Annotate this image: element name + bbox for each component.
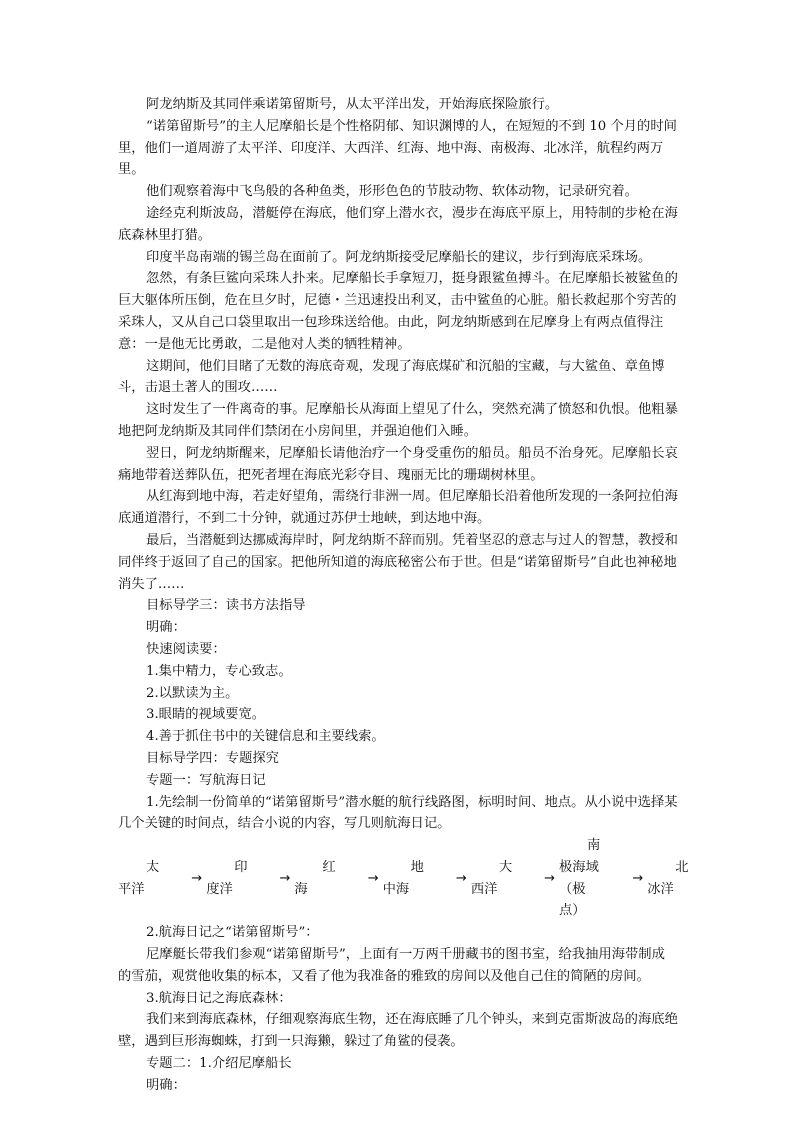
list-item: 4.善于抓住书中的关键信息和主要线索。 <box>146 729 385 745</box>
paragraph: 我们来到海底森林，仔细观察海底生物，还在海底睡了几个钟头，来到克雷斯波岛的海底绝壁，遇到巨形海蜘蛛，打到一只海獭，躲过了角鲨的侵袭。 <box>118 1012 678 1050</box>
arrow-right-icon: → <box>191 870 203 886</box>
route-stop: 南极海域（极点） <box>559 838 601 919</box>
arrow-right-icon: → <box>632 870 644 886</box>
route-stop: 地中海 <box>382 859 424 897</box>
arrow-right-icon: → <box>279 870 291 886</box>
paragraph: 印度半岛南端的锡兰岛在面前了。阿龙纳斯接受尼摩船长的建议，步行到海底采珠场。 <box>146 249 652 265</box>
list-item: 2.以默读为主。 <box>146 685 239 701</box>
arrow-right-icon: → <box>367 870 379 886</box>
paragraph: 尼摩艇长带我们参观“诺第留斯号”，上面有一万两千册藏书的图书室，给我抽用海带制成的雪茄，观赏他收集的标本，又看了他为我准备的雅致的房间以及他自己住的简陋的房间。 <box>118 947 665 984</box>
section-heading: 专题二：1.介绍尼摩船长 <box>146 1056 292 1072</box>
paragraph: 2.航海日记之“诺第留斯号”： <box>146 925 319 941</box>
paragraph: 最后，当潜艇到达挪威海岸时，阿龙纳斯不辞而别。凭着坚忍的意志与过人的智慧，教授和同伴终于返回了自己的国家。把他所知道的海底秘密公布于世。但是“诺第留斯号”自此也神秘地消失了…… <box>118 532 678 592</box>
paragraph: 从红海到地中海，若走好望角，需绕行非洲一周。但尼摩船长沿着他所发现的一条阿拉伯海底通道潜行，不到二十分钟，就通过苏伊士地峡，到达地中海。 <box>118 489 678 527</box>
list-item: 3.眼睛的视域要宽。 <box>146 707 266 723</box>
section-heading: 目标导学四：专题探究 <box>146 750 279 766</box>
paragraph: 他们观察着海中飞鸟般的各种鱼类，形形色色的节肢动物、软体动物，记录研究着。 <box>146 184 638 200</box>
paragraph: 快速阅读要： <box>146 641 226 657</box>
paragraph: 这时发生了一件离奇的事。尼摩船长从海面上望见了什么，突然充满了愤怒和仇恨。他粗暴地把阿龙纳斯及其同伴们禁闭在小房间里，并强迫他们入睡。 <box>118 402 678 439</box>
route-stop: 大西洋 <box>470 859 513 897</box>
paragraph: 明确： <box>146 1077 186 1093</box>
paragraph: 明确： <box>146 620 186 636</box>
arrow-right-icon: → <box>455 870 467 886</box>
section-heading: 目标导学三：读书方法指导 <box>146 598 306 614</box>
route-stop: 印度洋 <box>206 859 248 897</box>
paragraph: 这期间，他们目睹了无数的海底奇观，发现了海底煤矿和沉船的宝藏，与大鲨鱼、章鱼博斗，击退土著人的围攻…… <box>118 358 665 396</box>
paragraph: 翌日，阿龙纳斯醒来，尼摩船长请他治疗一个身受重伤的船员。船员不治身死。尼摩船长哀痛地带着送葬队伍，把死者埋在海底光彩夺目、瑰丽无比的珊瑚树林里。 <box>118 445 678 483</box>
paragraph: 专题一：写航海日记 <box>146 772 266 788</box>
document-page <box>118 94 689 1097</box>
paragraph: 阿龙纳斯及其同伴乘诺第留斯号，从太平洋出发，开始海底探险旅行。 <box>146 97 559 112</box>
paragraph: “诺第留斯号”的主人尼摩船长是个性格阴郁、知识渊博的人，在短短的不到 10 个月的时间里，他们一道周游了太平洋、印度洋、大西洋、红海、地中海、南极海、北冰洋，航程约两万里。 <box>118 118 677 178</box>
voyage-route <box>118 835 689 922</box>
route-stop: 太平洋 <box>118 859 160 897</box>
paragraph: 3.航海日记之海底森林： <box>146 990 292 1006</box>
paragraph: 途经克利斯波岛，潜艇停在海底，他们穿上潜水衣，漫步在海底平原上，用特制的步枪在海底森林里打猎。 <box>118 205 678 243</box>
route-stop: 北冰洋 <box>647 859 689 897</box>
paragraph: 1.先绘制一份简单的“诺第留斯号”潜水艇的航行线路图，标明时间、地点。从小说中选择某几个关键的时间点，结合小说的内容，写几则航海日记。 <box>118 794 678 832</box>
arrow-right-icon: → <box>544 870 556 886</box>
list-item: 1.集中精力，专心致志。 <box>146 663 292 679</box>
route-stop: 红海 <box>294 859 336 897</box>
paragraph: 忽然，有条巨鲨向采珠人扑来。尼摩船长手拿短刀，挺身跟鲨鱼搏斗。在尼摩船长被鲨鱼的巨大躯体所压倒，危在旦夕时，尼德・兰迅速投出利叉，击中鲨鱼的心脏。船长救起那个穷苦的采珠人，又从自己口袋里取出一包珍珠送给他。由此，阿龙纳斯感到在尼摩身上有两点值得注意：一是他无比勇敢，二是他对人类的牺牲精神。 <box>118 271 678 352</box>
